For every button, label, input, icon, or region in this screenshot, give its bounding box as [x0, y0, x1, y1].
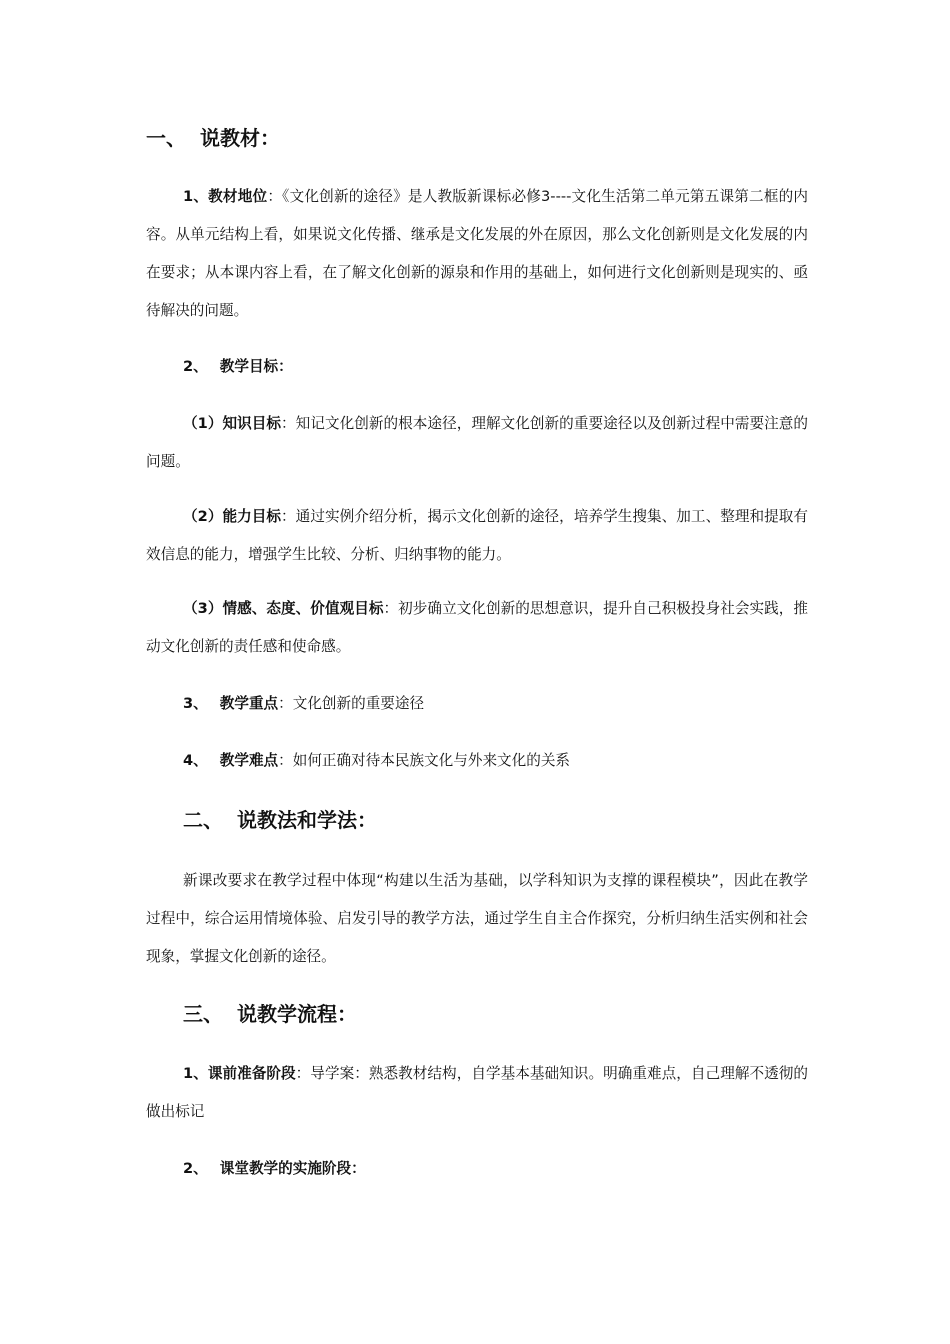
paragraph-text: ：知记文化创新的根本途径，理解文化创新的重要途径以及创新过程中需要注意的问题。 [146, 415, 809, 470]
paragraph-text: ：如何正确对待本民族文化与外来文化的关系 [278, 752, 571, 769]
paragraph-methods [146, 862, 808, 976]
paragraph-attitude-goal [146, 590, 808, 666]
paragraph-label: （3）情感、态度、价值观目标 [183, 600, 384, 617]
paragraph-knowledge-goal [146, 405, 808, 481]
section-heading-1 [146, 124, 280, 152]
paragraph-ability-goal [146, 498, 808, 574]
section-number: 三、 [183, 1002, 223, 1026]
section-heading-2 [183, 806, 377, 834]
section-title: 说教法和学法： [237, 808, 377, 832]
section-heading-3 [183, 1000, 357, 1028]
paragraph-label: 1、课前准备阶段 [183, 1065, 296, 1082]
paragraph-text: ：通过实例介绍分析，揭示文化创新的途径，培养学生搜集、加工、整理和提取有效信息的能力，增强学生比较、分析、归纳事物的能力。 [146, 508, 809, 563]
paragraph-teaching-focus [146, 685, 808, 723]
paragraph-label: （2）能力目标 [183, 508, 282, 525]
paragraph-implementation-stage [146, 1150, 808, 1188]
paragraph-number: 4、 [183, 752, 208, 769]
paragraph-text: 新课改要求在教学过程中体现“构建以生活为基础，以学科知识为支撑的课程模块”，因此在教学过程中，综合运用情境体验、启发引导的教学方法，通过学生自主合作探究，分析归纳生活实例和社会现象，掌握文化创新的途径。 [146, 872, 808, 965]
paragraph-textbook-position [146, 178, 808, 330]
paragraph-label: （1）知识目标 [183, 415, 282, 432]
section-number: 二、 [183, 808, 223, 832]
paragraph-text: ：导学案：熟悉教材结构，自学基本基础知识。明确重难点，自己理解不透彻的做出标记 [146, 1065, 808, 1120]
paragraph-text: ：文化创新的重要途径 [278, 695, 425, 712]
paragraph-label: 课堂教学的实施阶段： [219, 1160, 366, 1177]
section-number: 一、 [146, 126, 186, 150]
paragraph-label: 1、教材地位 [183, 188, 268, 205]
paragraph-label: 教学重点 [219, 695, 279, 712]
section-title: 说教材： [200, 126, 280, 150]
paragraph-number: 2、 [183, 358, 208, 375]
paragraph-label: 教学难点 [219, 752, 279, 769]
paragraph-preparation-stage [146, 1055, 808, 1131]
paragraph-text: ：初步确立文化创新的思想意识，提升自己积极投身社会实践，推动文化创新的责任感和使命感。 [146, 600, 808, 655]
paragraph-teaching-goals [146, 348, 808, 386]
paragraph-label: 教学目标： [219, 358, 293, 375]
paragraph-number: 3、 [183, 695, 208, 712]
section-title: 说教学流程： [237, 1002, 357, 1026]
paragraph-text: ：《文化创新的途径》是人教版新课标必修3----文化生活第二单元第五课第二框的内容。从单元结构上看，如果说文化传播、继承是文化发展的外在原因，那么文化创新则是文化发展的内在要求；从本课内容上看，在了解文化创新的源泉和作用的基础上，如何进行文化创新则是现实的、亟待解决的问题。 [146, 188, 809, 319]
paragraph-number: 2、 [183, 1160, 208, 1177]
paragraph-teaching-difficulty [146, 742, 808, 780]
